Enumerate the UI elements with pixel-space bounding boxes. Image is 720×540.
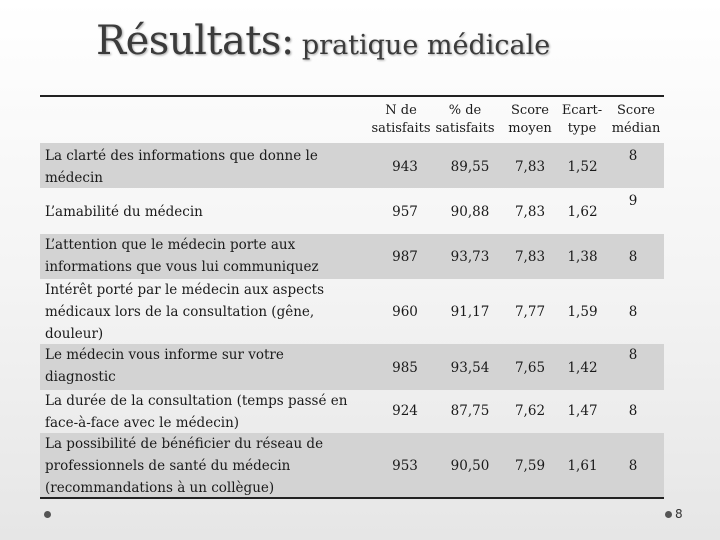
cell-n: 943 [392, 159, 418, 175]
cell-pct: 93,54 [450, 360, 490, 376]
cell-sd: 1,38 [567, 249, 598, 265]
cell-score: 7,59 [514, 458, 546, 474]
cell-n: 960 [392, 304, 418, 320]
cell-sd: 1,47 [567, 403, 598, 419]
row-label: L’amabilité du médecin [45, 204, 203, 220]
cell-median: 8 [628, 403, 638, 419]
cell-score: 7,77 [514, 304, 546, 320]
header-pct-satisfied: % de satisfaits [435, 103, 495, 136]
cell-pct: 91,17 [450, 304, 490, 320]
table-row [40, 143, 664, 188]
cell-score: 7,83 [514, 204, 546, 220]
title-sub: pratique médicale [301, 30, 551, 61]
cell-score: 7,62 [514, 403, 546, 419]
table-top-rule [40, 95, 664, 97]
cell-sd: 1,52 [567, 159, 598, 175]
row-label: L’attention que le médecin porte aux informations que vous lui communiquez [45, 237, 319, 275]
cell-median: 8 [628, 249, 638, 265]
cell-pct: 87,75 [450, 403, 490, 419]
cell-n: 953 [392, 458, 418, 474]
cell-sd: 1,59 [567, 304, 598, 320]
table-row [40, 433, 664, 497]
table-row [40, 390, 664, 433]
header-std-dev: Ecart- type [561, 103, 603, 136]
row-label: Le médecin vous informe sur votre diagnostic [45, 347, 284, 385]
cell-sd: 1,42 [567, 360, 598, 376]
header-mean-score: Score moyen [508, 103, 552, 136]
cell-sd: 1,61 [567, 458, 598, 474]
cell-score: 7,83 [514, 159, 546, 175]
title-main: Résultats: [96, 18, 294, 64]
cell-median: 8 [628, 148, 638, 164]
cell-median: 8 [628, 347, 638, 363]
cell-sd: 1,62 [567, 204, 598, 220]
cell-pct: 89,55 [450, 159, 490, 175]
table-row [40, 188, 664, 234]
cell-n: 985 [392, 360, 418, 376]
cell-pct: 90,88 [450, 204, 490, 220]
header-median-score: Score médian [611, 103, 661, 136]
cell-score: 7,65 [514, 360, 546, 376]
cell-pct: 93,73 [450, 249, 490, 265]
row-label: La possibilité de bénéficier du réseau de professionnels de santé du médecin (recommandations à un collègue) [45, 436, 324, 496]
row-label: La clarté des informations que donne le médecin [45, 148, 318, 186]
cell-median: 9 [628, 193, 638, 209]
table-row [40, 344, 664, 390]
table-bottom-rule [40, 497, 664, 499]
cell-score: 7,83 [514, 249, 546, 265]
footer-dot-right [665, 511, 672, 518]
cell-n: 924 [392, 403, 418, 419]
page-number: 8 [675, 507, 683, 521]
cell-pct: 90,50 [450, 458, 490, 474]
slide-title [96, 18, 550, 64]
cell-n: 957 [392, 204, 418, 220]
table-row [40, 279, 664, 344]
cell-median: 8 [628, 304, 638, 320]
table-row [40, 234, 664, 279]
row-label: La durée de la consultation (temps passé en face-à-face avec le médecin) [45, 393, 348, 431]
row-label: Intérêt porté par le médecin aux aspects médicaux lors de la consultation (gêne, douleur) [45, 282, 325, 342]
cell-n: 987 [392, 249, 418, 265]
cell-median: 8 [628, 458, 638, 474]
header-n-satisfied: N de satisfaits [371, 103, 431, 136]
footer-dot-left [44, 511, 51, 518]
